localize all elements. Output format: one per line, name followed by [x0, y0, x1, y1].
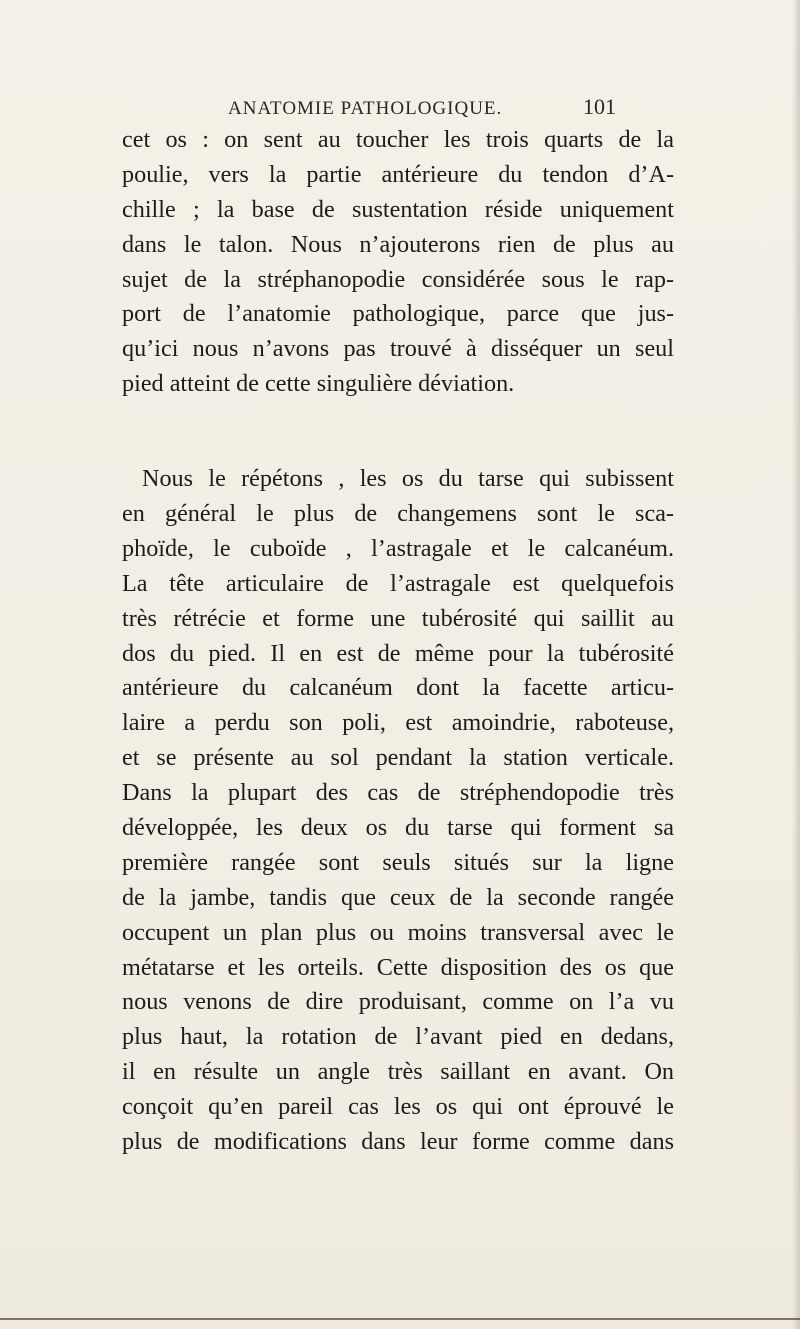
text-line: développée, les deux os du tarse qui forment sa — [122, 814, 674, 842]
text-line: plus haut, la rotation de l’avant pied en dedans, — [122, 1023, 674, 1051]
text-line: sujet de la stréphanopodie considérée sous le rap- — [122, 265, 674, 293]
text-line: occupent un plan plus ou moins transversal avec le — [122, 918, 674, 946]
page-header — [0, 86, 800, 126]
text-line: métatarse et les orteils. Cette disposition des os que — [122, 953, 674, 981]
text-line: en général le plus de changemens sont le sca- — [122, 500, 674, 528]
page-number: 101 — [583, 94, 616, 119]
text-line: nous venons de dire produisant, comme on l’a vu — [122, 988, 674, 1016]
text-line: phoïde, le cuboïde , l’astragale et le calcanéum. — [122, 534, 674, 562]
text-line: poulie, vers la partie antérieure du tendon d’A- — [122, 160, 674, 188]
paragraph-spacer — [122, 402, 674, 462]
text-line: qu’ici nous n’avons pas trouvé à disséquer un seul — [122, 335, 674, 363]
text-line: antérieure du calcanéum dont la facette articu- — [122, 674, 674, 702]
text-line: première rangée sont seuls situés sur la ligne — [122, 848, 674, 876]
running-title: ANATOMIE PATHOLOGIQUE. — [228, 98, 503, 119]
text-line: et se présente au sol pendant la station verticale. — [122, 744, 674, 772]
text-line: dos du pied. Il en est de même pour la tubérosité — [122, 639, 674, 667]
text-line: La tête articulaire de l’astragale est quelquefois — [122, 569, 674, 597]
body-text — [122, 123, 674, 1160]
paragraph-2 — [122, 462, 674, 1160]
text-line: laire a perdu son poli, est amoindrie, raboteuse, — [122, 709, 674, 737]
text-line: plus de modifications dans leur forme comme dans — [122, 1128, 674, 1156]
bottom-edge-line — [0, 1318, 800, 1320]
text-line: Dans la plupart des cas de stréphendopodie très — [122, 779, 674, 807]
text-line: pied atteint de cette singulière déviation. — [122, 370, 515, 398]
paragraph-1 — [122, 123, 674, 402]
text-line: cet os : on sent au toucher les trois quarts de la — [122, 126, 674, 153]
text-line: Nous le répétons , les os du tarse qui subissent — [142, 465, 674, 493]
text-line: chille ; la base de sustentation réside uniquement — [122, 195, 674, 223]
text-line: très rétrécie et forme une tubérosité qui saillit au — [122, 604, 674, 632]
text-line: il en résulte un angle très saillant en avant. On — [122, 1058, 674, 1086]
text-line: conçoit qu’en pareil cas les os qui ont éprouvé le — [122, 1093, 674, 1121]
text-line: port de l’anatomie pathologique, parce que jus- — [122, 300, 674, 328]
text-line: dans le talon. Nous n’ajouterons rien de plus au — [122, 230, 674, 258]
page-edge-shadow — [792, 0, 800, 1329]
text-line: de la jambe, tandis que ceux de la seconde rangée — [122, 883, 674, 911]
